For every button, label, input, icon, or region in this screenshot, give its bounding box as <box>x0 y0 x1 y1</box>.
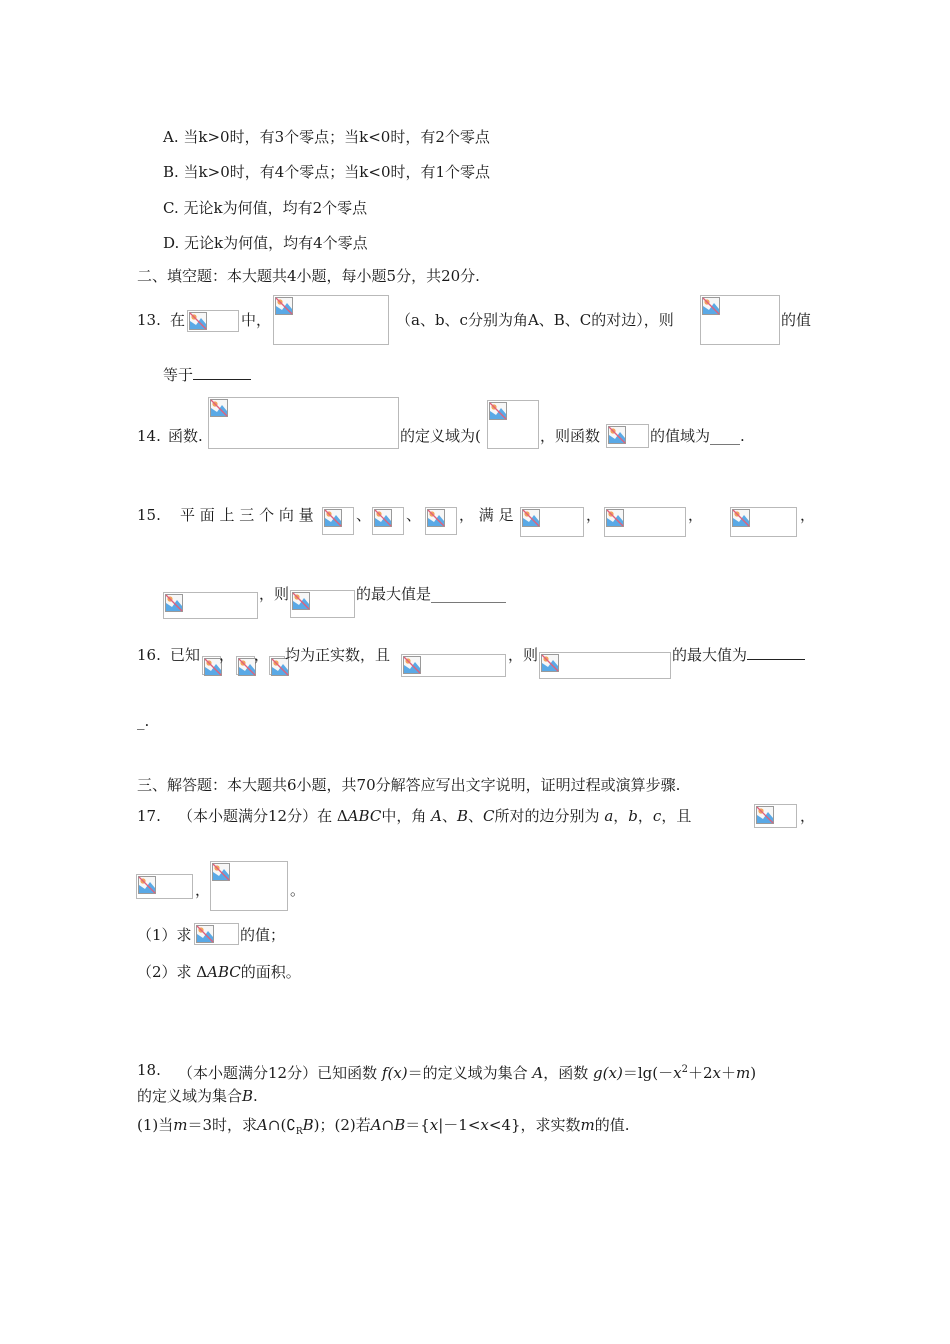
q15-text: ， 满 足 <box>459 506 514 524</box>
q15-text: ， <box>688 506 704 524</box>
q13-text: 等于 <box>163 366 194 384</box>
q18-text: B <box>242 1087 254 1105</box>
q17-text: 的面积。 <box>240 963 301 981</box>
formula-image-icon <box>604 507 686 537</box>
q18-line2 <box>137 1086 258 1106</box>
q18-text: ＝3时，求 <box>187 1116 258 1134</box>
q17-part2 <box>137 962 301 982</box>
q18-text: <4}，求实数 <box>488 1116 581 1134</box>
formula-image-icon <box>210 861 288 911</box>
q16-answer-line <box>672 645 805 665</box>
q18-text: B <box>302 1116 314 1134</box>
q13-text: （a、b、c分别为角A、B、C的对边），则 <box>396 311 674 329</box>
q18-line1 <box>178 1060 756 1083</box>
formula-image-icon <box>236 656 255 675</box>
q14-text: 的定义域为( <box>400 427 481 445</box>
q17-number: 17. <box>137 807 161 825</box>
q17-text: C <box>483 807 495 825</box>
formula-image-icon <box>372 507 404 535</box>
q17-text: a <box>604 807 614 825</box>
formula-image-icon <box>163 592 258 619</box>
q18-text: x <box>480 1116 489 1134</box>
answer-blank[interactable] <box>747 659 805 660</box>
q12-option-b: B. 当k>0时，有4个零点；当k<0时，有1个零点 <box>163 163 491 181</box>
q16-text: ， <box>254 646 270 664</box>
q18-text: ∩ <box>381 1116 395 1134</box>
q18-text: （本小题满分12分）已知函数 <box>178 1064 378 1082</box>
q16-number: 16. <box>137 646 161 664</box>
answer-blank[interactable] <box>193 379 251 380</box>
q15-text: 平 面 上 三 个 向 量 <box>180 506 314 524</box>
q17-text: ， <box>637 807 653 825</box>
formula-image-icon <box>208 397 399 449</box>
q17-text: ，且 <box>661 807 692 825</box>
q17-text: ， <box>195 881 211 899</box>
formula-image-icon <box>425 507 457 535</box>
section2-heading: 二、填空题：本大题共4小题，每小题5分，共20分. <box>137 267 480 285</box>
q17-line1 <box>178 806 691 826</box>
q18-text: m <box>580 1116 595 1134</box>
q18-text: 的定义域为集合 <box>137 1087 243 1105</box>
q18-text: (1)当 <box>137 1116 174 1134</box>
q15-text: ， <box>586 506 602 524</box>
q18-text: ＝的定义域为集合 <box>407 1064 528 1082</box>
q18-text: 2 <box>681 1064 688 1075</box>
q13-answer-line <box>163 365 251 385</box>
q18-text: 的值. <box>594 1116 630 1134</box>
formula-image-icon <box>269 656 285 675</box>
formula-image-icon <box>290 590 355 618</box>
section3-heading: 三、解答题：本大题共6小题，共70分解答应写出文字说明，证明过程或演算步骤. <box>137 776 681 794</box>
q15-text: ，则 <box>259 585 290 603</box>
q15-text: 的最大值是__________ <box>356 585 507 603</box>
formula-image-icon <box>754 804 797 828</box>
q18-text: m <box>735 1064 751 1082</box>
q18-text: ∩(∁ <box>267 1116 296 1134</box>
q17-text: 所对的边分别为 <box>494 807 600 825</box>
formula-image-icon <box>401 654 506 677</box>
q17-text: 、 <box>468 807 484 825</box>
formula-image-icon <box>187 310 239 332</box>
q14-number: 14. <box>137 427 161 445</box>
q18-text: . <box>253 1087 258 1105</box>
q18-text: x <box>673 1064 682 1082</box>
q16-text: 均为正实数，且 <box>285 646 391 664</box>
q18-text: ，函数 <box>543 1064 589 1082</box>
formula-image-icon <box>539 652 671 679</box>
q18-text: |－1< <box>438 1116 481 1134</box>
q13-number: 13. <box>137 311 161 329</box>
q13-text: 中， <box>241 311 272 329</box>
q12-option-c: C. 无论k为何值，均有2个零点 <box>163 199 368 217</box>
q16-text: ， <box>219 646 235 664</box>
formula-image-icon <box>487 400 539 449</box>
formula-image-icon <box>730 507 797 537</box>
q17-text: 中，角 <box>381 807 427 825</box>
q17-text: ABC <box>207 963 241 981</box>
q17-part1-label: （1）求 <box>137 926 192 944</box>
q17-text: ， <box>800 807 816 825</box>
q17-text: ABC <box>347 807 382 825</box>
q17-text: b <box>628 807 638 825</box>
q12-option-a: A. 当k>0时，有3个零点；当k<0时，有2个零点 <box>163 128 490 146</box>
q18-text: R <box>295 1127 303 1137</box>
q18-text: m <box>173 1116 188 1134</box>
formula-image-icon <box>322 507 354 535</box>
q18-text: g <box>593 1064 603 1082</box>
q12-option-d: D. 无论k为何值，均有4个零点 <box>163 234 368 252</box>
q17-text: A <box>431 807 442 825</box>
q18-text: A <box>257 1116 268 1134</box>
q17-text: （本小题满分12分）在 Δ <box>178 807 348 825</box>
q15-text: 、 <box>356 506 372 524</box>
q18-number: 18. <box>137 1061 161 1079</box>
q17-text: c <box>652 807 662 825</box>
formula-image-icon <box>606 424 649 448</box>
q17-text: 、 <box>441 807 457 825</box>
q18-text: ) <box>750 1064 757 1082</box>
q17-text: 。 <box>290 881 306 899</box>
q13-text: 在 <box>170 311 186 329</box>
q15-number: 15. <box>137 506 161 524</box>
formula-image-icon <box>194 923 239 945</box>
q18-text: x <box>429 1116 439 1134</box>
q18-text: ＝{ <box>405 1116 430 1134</box>
q16-text: ，则 <box>508 646 539 664</box>
formula-image-icon <box>700 295 780 345</box>
q15-text: 、 <box>406 506 422 524</box>
q18-text: ＋ <box>720 1064 736 1082</box>
formula-image-icon <box>273 295 389 345</box>
q16-text: 的最大值为 <box>672 646 748 664</box>
q18-text: (x) <box>602 1064 623 1082</box>
q17-text: （2）求 Δ <box>137 963 208 981</box>
q18-text: B <box>394 1116 406 1134</box>
q18-text: x <box>712 1064 721 1082</box>
q18-line3 <box>137 1115 630 1142</box>
q18-text: f <box>381 1064 388 1082</box>
q16-text: 已知 <box>170 646 201 664</box>
q17-text: B <box>456 807 469 825</box>
q18-text: (x) <box>387 1064 408 1082</box>
q13-text: 的值 <box>781 311 812 329</box>
q14-text: 函数. <box>168 427 203 445</box>
q18-text: ＝lg(－ <box>622 1064 674 1082</box>
formula-image-icon <box>136 874 193 899</box>
formula-image-icon <box>520 507 584 537</box>
q14-text: ，则函数 <box>540 427 601 445</box>
q17-text: ， <box>613 807 629 825</box>
q18-text: )；(2)若 <box>313 1116 371 1134</box>
q18-text: A <box>532 1064 544 1082</box>
q15-text: ， <box>800 506 816 524</box>
q18-text: A <box>370 1116 382 1134</box>
q16-text: _. <box>137 712 150 730</box>
q14-text: 的值域为____. <box>650 427 745 445</box>
q17-part1-text: 的值； <box>240 926 286 944</box>
q18-text: ＋2 <box>687 1064 713 1082</box>
